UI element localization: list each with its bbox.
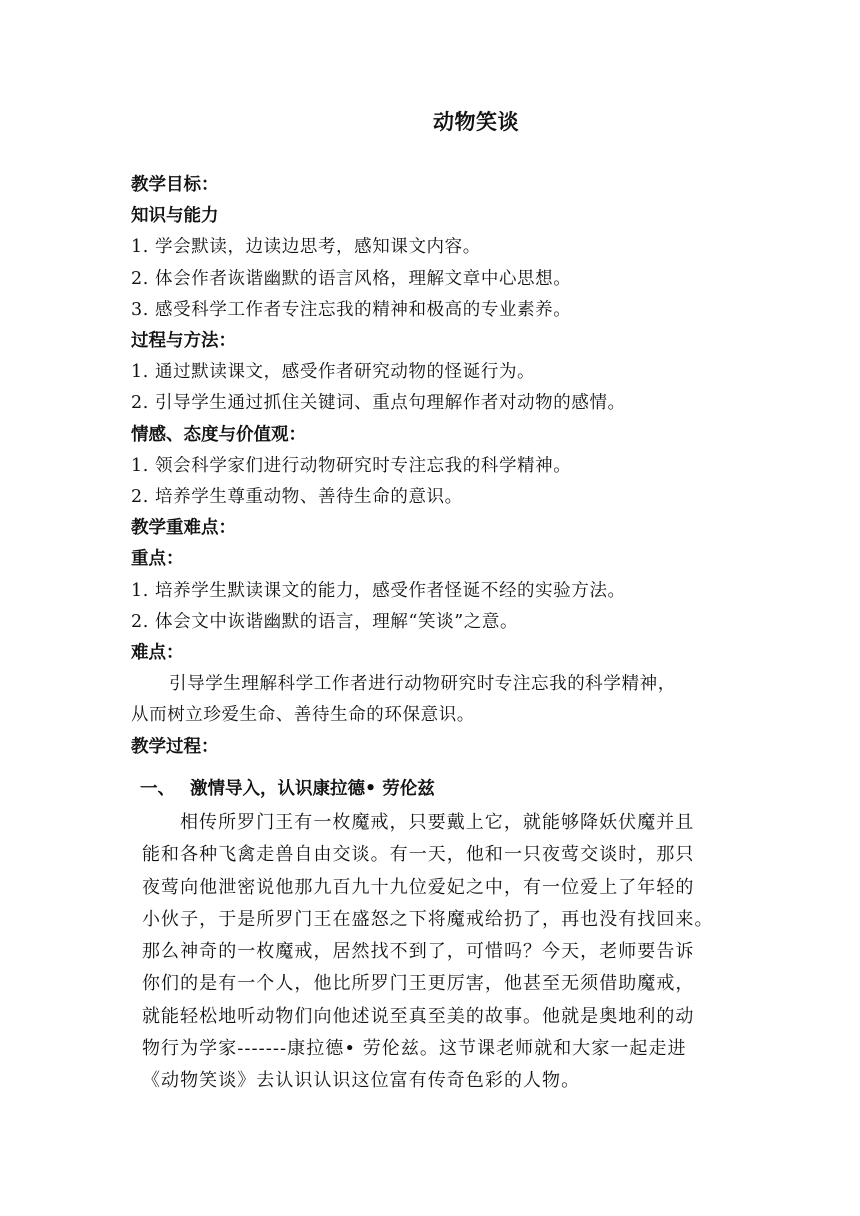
list-item: 2. 引导学生通过抓住关键词、重点句理解作者对动物的感情。	[131, 393, 626, 414]
paragraph-line: 小伙子，于是所罗门王在盛怒之下将魔戒给扔了，再也没有找回来。	[142, 908, 714, 930]
paragraph-line: 相传所罗门王有一枚魔戒，只要戴上它，就能够降妖伏魔并且	[180, 812, 695, 833]
paragraph-line: 从而树立珍爱生命、善待生命的环保意识。	[131, 705, 475, 726]
difficulty-heading: 难点：	[131, 643, 184, 664]
list-item: 1. 领会科学家们进行动物研究时专注忘我的科学精神。	[131, 455, 572, 476]
teaching-goals-heading: 教学目标：	[131, 175, 219, 195]
list-item: 1. 培养学生默读课文的能力，感受作者怪诞不经的实验方法。	[131, 580, 626, 601]
paragraph-line: 物行为学家-------康拉德• 劳伦兹。这节课老师就和大家一起走进	[142, 1038, 687, 1060]
emotion-values-heading: 情感、态度与价值观：	[131, 424, 306, 445]
paragraph-line: 你们的是有一个人，他比所罗门王更厉害，他甚至无须借助魔戒，	[142, 973, 695, 995]
focus-heading: 重点：	[131, 549, 184, 570]
section-heading	[140, 773, 740, 805]
paragraph-line: 夜莺向他泄密说他那九百九十九位爱妃之中，有一位爱上了年轻的	[142, 876, 695, 898]
list-item: 2. 培养学生尊重动物、善待生命的意识。	[131, 487, 463, 508]
list-item: 3. 感受科学工作者专注忘我的精神和极高的专业素养。	[131, 299, 572, 320]
paragraph-line: 那么神奇的一枚魔戒，居然找不到了，可惜吗？今天，老师要告诉	[142, 941, 695, 963]
list-item: 1. 学会默读，边读边思考，感知课文内容。	[131, 237, 481, 258]
list-item: 1. 通过默读课文，感受作者研究动物的怪诞行为。	[131, 362, 536, 383]
intro-paragraph	[142, 807, 742, 1098]
paragraph-line: 《动物笑谈》去认识认识这位富有传奇色彩的人物。	[142, 1070, 581, 1092]
section-number: 一、	[140, 779, 175, 799]
paragraph-line: 引导学生理解科学工作者进行动物研究时专注忘我的科学精神，	[169, 674, 676, 695]
paragraph-line: 能和各种飞禽走兽自由交谈。有一天，他和一只夜莺交谈时，那只	[142, 844, 695, 866]
knowledge-ability-heading: 知识与能力	[131, 206, 219, 227]
key-difficult-points-heading: 教学重难点：	[131, 518, 236, 539]
teaching-process-heading: 教学过程：	[131, 736, 219, 757]
document-title: 动物笑谈	[433, 110, 519, 134]
paragraph-line: 就能轻松地听动物们向他述说至真至美的故事。他就是奥地利的动	[142, 1005, 695, 1027]
list-item: 2. 体会作者诙谐幽默的语言风格，理解文章中心思想。	[131, 268, 572, 289]
section-title: 激情导入，认识康拉德• 劳伦兹	[190, 779, 435, 799]
process-method-heading: 过程与方法：	[131, 331, 236, 352]
list-item: 2. 体会文中诙谐幽默的语言，理解“笑谈”之意。	[131, 611, 519, 632]
lesson-plan-body	[131, 170, 741, 763]
